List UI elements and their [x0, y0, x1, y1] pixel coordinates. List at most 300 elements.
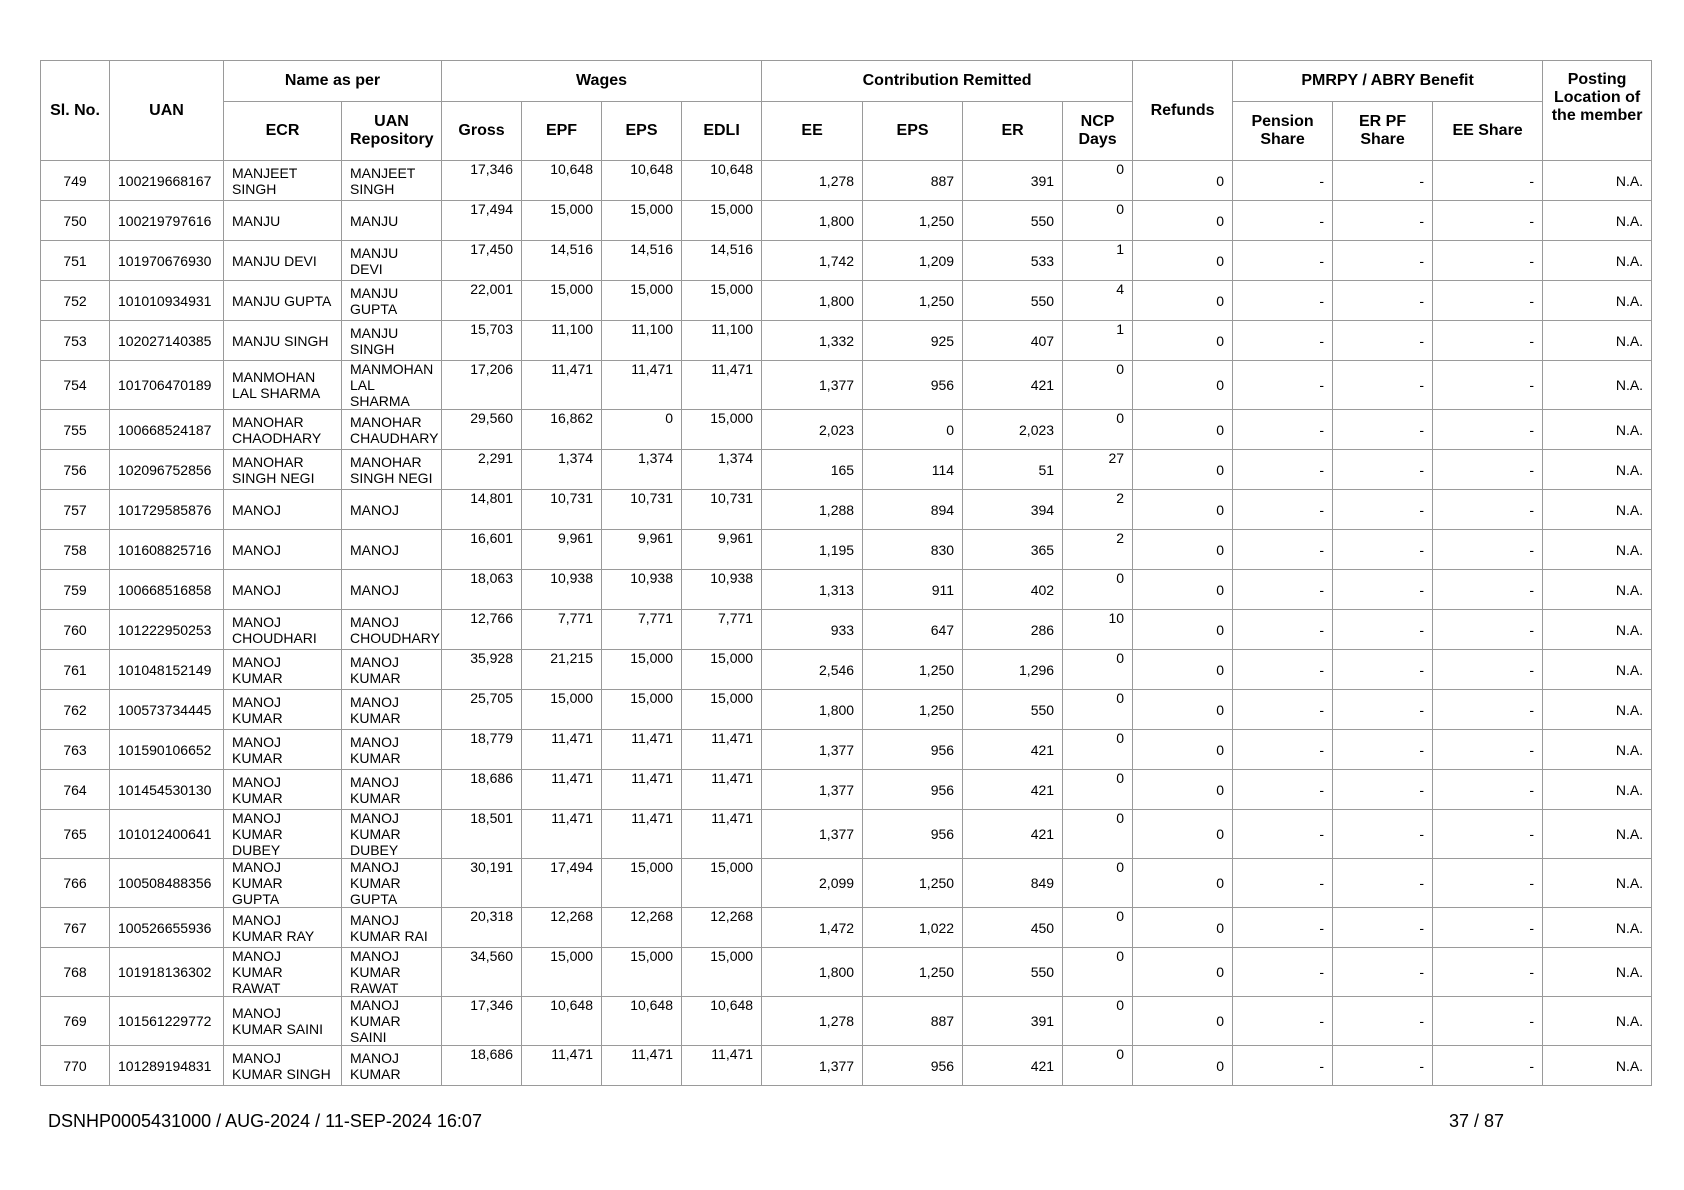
- cell-posting-location: N.A.: [1543, 410, 1652, 450]
- cell-ee: 1,377: [762, 361, 863, 410]
- cell-contribution-eps: 956: [863, 730, 963, 770]
- cell-ecr-name: MANOJ: [224, 530, 342, 570]
- cell-refunds: 0: [1133, 161, 1233, 201]
- table-row: [41, 997, 1652, 1046]
- cell-gross: 12,766: [442, 610, 522, 650]
- cell-gross: 18,501: [442, 810, 522, 859]
- header-pension-share: Pension Share: [1233, 102, 1333, 161]
- cell-eps: 15,000: [602, 690, 682, 730]
- cell-sl-no: 766: [41, 859, 110, 908]
- cell-ncp-days: 0: [1063, 361, 1133, 410]
- cell-er-pf-share: -: [1333, 730, 1433, 770]
- cell-er: 2,023: [963, 410, 1063, 450]
- cell-ee-share: -: [1433, 410, 1543, 450]
- cell-posting-location: N.A.: [1543, 161, 1652, 201]
- cell-uan-repository-name: MANOJ KUMAR: [342, 650, 442, 690]
- cell-pension-share: -: [1233, 610, 1333, 650]
- cell-contribution-eps: 956: [863, 1046, 963, 1086]
- cell-ee: 1,278: [762, 161, 863, 201]
- cell-gross: 17,450: [442, 241, 522, 281]
- table-row: [41, 241, 1652, 281]
- cell-ecr-name: MANOJ CHOUDHARI: [224, 610, 342, 650]
- cell-gross: 18,779: [442, 730, 522, 770]
- cell-pension-share: -: [1233, 690, 1333, 730]
- cell-epf: 11,471: [522, 1046, 602, 1086]
- cell-pension-share: -: [1233, 730, 1333, 770]
- cell-sl-no: 760: [41, 610, 110, 650]
- cell-ecr-name: MANJU GUPTA: [224, 281, 342, 321]
- cell-ncp-days: 0: [1063, 730, 1133, 770]
- cell-er-pf-share: -: [1333, 1046, 1433, 1086]
- cell-sl-no: 759: [41, 570, 110, 610]
- cell-refunds: 0: [1133, 770, 1233, 810]
- cell-epf: 11,471: [522, 730, 602, 770]
- cell-contribution-eps: 1,250: [863, 948, 963, 997]
- table-row: [41, 690, 1652, 730]
- cell-ncp-days: 10: [1063, 610, 1133, 650]
- cell-pension-share: -: [1233, 570, 1333, 610]
- cell-er-pf-share: -: [1333, 908, 1433, 948]
- cell-ee-share: -: [1433, 730, 1543, 770]
- cell-uan: 101608825716: [110, 530, 224, 570]
- cell-er: 402: [963, 570, 1063, 610]
- cell-ee: 1,313: [762, 570, 863, 610]
- cell-ncp-days: 2: [1063, 490, 1133, 530]
- cell-sl-no: 755: [41, 410, 110, 450]
- cell-ncp-days: 0: [1063, 948, 1133, 997]
- cell-gross: 18,063: [442, 570, 522, 610]
- header-ee-share: EE Share: [1433, 102, 1543, 161]
- cell-gross: 17,494: [442, 201, 522, 241]
- cell-uan-repository-name: MANOJ KUMAR GUPTA: [342, 859, 442, 908]
- cell-gross: 35,928: [442, 650, 522, 690]
- cell-eps: 11,471: [602, 1046, 682, 1086]
- header-contribution-remitted: Contribution Remitted: [762, 61, 1133, 102]
- cell-uan: 101454530130: [110, 770, 224, 810]
- cell-posting-location: N.A.: [1543, 810, 1652, 859]
- cell-contribution-eps: 114: [863, 450, 963, 490]
- cell-epf: 15,000: [522, 948, 602, 997]
- cell-er: 407: [963, 321, 1063, 361]
- header-wages: Wages: [442, 61, 762, 102]
- cell-posting-location: N.A.: [1543, 281, 1652, 321]
- cell-pension-share: -: [1233, 450, 1333, 490]
- cell-er-pf-share: -: [1333, 490, 1433, 530]
- cell-edli: 15,000: [682, 281, 762, 321]
- cell-pension-share: -: [1233, 770, 1333, 810]
- table-row: [41, 810, 1652, 859]
- cell-uan: 101918136302: [110, 948, 224, 997]
- cell-uan-repository-name: MANJEET SINGH: [342, 161, 442, 201]
- table-row: [41, 490, 1652, 530]
- cell-ee-share: -: [1433, 450, 1543, 490]
- cell-sl-no: 752: [41, 281, 110, 321]
- cell-er-pf-share: -: [1333, 361, 1433, 410]
- header-er-pf-share: ER PF Share: [1333, 102, 1433, 161]
- cell-uan: 100668524187: [110, 410, 224, 450]
- cell-eps: 10,938: [602, 570, 682, 610]
- table-row: [41, 161, 1652, 201]
- header-contribution-eps: EPS: [863, 102, 963, 161]
- cell-ee: 1,278: [762, 997, 863, 1046]
- cell-pension-share: -: [1233, 650, 1333, 690]
- header-name-as-per: Name as per: [224, 61, 442, 102]
- cell-ncp-days: 4: [1063, 281, 1133, 321]
- cell-posting-location: N.A.: [1543, 997, 1652, 1046]
- cell-posting-location: N.A.: [1543, 450, 1652, 490]
- cell-er: 286: [963, 610, 1063, 650]
- cell-ecr-name: MANOJ KUMAR DUBEY: [224, 810, 342, 859]
- cell-refunds: 0: [1133, 948, 1233, 997]
- header-uan-repository: UAN Repository: [342, 102, 442, 161]
- cell-eps: 14,516: [602, 241, 682, 281]
- cell-posting-location: N.A.: [1543, 908, 1652, 948]
- cell-er: 391: [963, 161, 1063, 201]
- cell-sl-no: 769: [41, 997, 110, 1046]
- cell-edli: 11,471: [682, 810, 762, 859]
- cell-er: 550: [963, 201, 1063, 241]
- cell-sl-no: 753: [41, 321, 110, 361]
- cell-er-pf-share: -: [1333, 450, 1433, 490]
- table-row: [41, 770, 1652, 810]
- cell-ecr-name: MANOJ KUMAR RAY: [224, 908, 342, 948]
- cell-eps: 11,471: [602, 361, 682, 410]
- cell-refunds: 0: [1133, 410, 1233, 450]
- cell-gross: 2,291: [442, 450, 522, 490]
- cell-er: 365: [963, 530, 1063, 570]
- cell-epf: 1,374: [522, 450, 602, 490]
- cell-er: 550: [963, 281, 1063, 321]
- cell-sl-no: 763: [41, 730, 110, 770]
- cell-refunds: 0: [1133, 859, 1233, 908]
- cell-sl-no: 758: [41, 530, 110, 570]
- table-row: [41, 361, 1652, 410]
- cell-contribution-eps: 0: [863, 410, 963, 450]
- cell-ee-share: -: [1433, 321, 1543, 361]
- cell-ncp-days: 1: [1063, 321, 1133, 361]
- cell-ee-share: -: [1433, 859, 1543, 908]
- cell-ee-share: -: [1433, 161, 1543, 201]
- cell-ee-share: -: [1433, 241, 1543, 281]
- cell-er-pf-share: -: [1333, 610, 1433, 650]
- cell-contribution-eps: 1,022: [863, 908, 963, 948]
- cell-refunds: 0: [1133, 997, 1233, 1046]
- header-gross: Gross: [442, 102, 522, 161]
- cell-ecr-name: MANJU: [224, 201, 342, 241]
- cell-gross: 14,801: [442, 490, 522, 530]
- cell-sl-no: 757: [41, 490, 110, 530]
- cell-pension-share: -: [1233, 321, 1333, 361]
- header-eps: EPS: [602, 102, 682, 161]
- cell-eps: 15,000: [602, 201, 682, 241]
- cell-sl-no: 751: [41, 241, 110, 281]
- cell-ee: 1,377: [762, 810, 863, 859]
- cell-epf: 15,000: [522, 690, 602, 730]
- cell-uan: 102027140385: [110, 321, 224, 361]
- cell-pension-share: -: [1233, 161, 1333, 201]
- cell-contribution-eps: 1,250: [863, 201, 963, 241]
- cell-uan-repository-name: MANJU GUPTA: [342, 281, 442, 321]
- cell-ee: 1,800: [762, 201, 863, 241]
- cell-sl-no: 762: [41, 690, 110, 730]
- cell-uan-repository-name: MANOHAR SINGH NEGI: [342, 450, 442, 490]
- cell-refunds: 0: [1133, 241, 1233, 281]
- cell-posting-location: N.A.: [1543, 241, 1652, 281]
- header-ecr: ECR: [224, 102, 342, 161]
- cell-refunds: 0: [1133, 490, 1233, 530]
- cell-ecr-name: MANOJ KUMAR: [224, 650, 342, 690]
- cell-edli: 15,000: [682, 948, 762, 997]
- cell-gross: 15,703: [442, 321, 522, 361]
- header-refunds: Refunds: [1133, 61, 1233, 161]
- cell-er: 533: [963, 241, 1063, 281]
- cell-ee-share: -: [1433, 810, 1543, 859]
- cell-epf: 10,731: [522, 490, 602, 530]
- cell-posting-location: N.A.: [1543, 201, 1652, 241]
- cell-ncp-days: 0: [1063, 410, 1133, 450]
- cell-uan: 101561229772: [110, 997, 224, 1046]
- cell-posting-location: N.A.: [1543, 730, 1652, 770]
- cell-ee-share: -: [1433, 530, 1543, 570]
- cell-sl-no: 756: [41, 450, 110, 490]
- cell-posting-location: N.A.: [1543, 690, 1652, 730]
- cell-edli: 11,471: [682, 730, 762, 770]
- cell-edli: 9,961: [682, 530, 762, 570]
- cell-epf: 10,648: [522, 997, 602, 1046]
- cell-refunds: 0: [1133, 908, 1233, 948]
- cell-refunds: 0: [1133, 650, 1233, 690]
- cell-ee-share: -: [1433, 1046, 1543, 1086]
- cell-uan: 102096752856: [110, 450, 224, 490]
- cell-ecr-name: MANOHAR CHAODHARY: [224, 410, 342, 450]
- cell-er: 550: [963, 690, 1063, 730]
- cell-er: 391: [963, 997, 1063, 1046]
- cell-ncp-days: 2: [1063, 530, 1133, 570]
- cell-er-pf-share: -: [1333, 690, 1433, 730]
- header-ee: EE: [762, 102, 863, 161]
- cell-ee: 1,288: [762, 490, 863, 530]
- cell-edli: 10,938: [682, 570, 762, 610]
- table-row: [41, 1046, 1652, 1086]
- cell-edli: 15,000: [682, 410, 762, 450]
- cell-ncp-days: 0: [1063, 570, 1133, 610]
- cell-contribution-eps: 647: [863, 610, 963, 650]
- cell-ee: 165: [762, 450, 863, 490]
- cell-gross: 22,001: [442, 281, 522, 321]
- cell-refunds: 0: [1133, 1046, 1233, 1086]
- cell-eps: 11,471: [602, 770, 682, 810]
- cell-contribution-eps: 925: [863, 321, 963, 361]
- cell-ecr-name: MANOJ KUMAR: [224, 730, 342, 770]
- cell-sl-no: 764: [41, 770, 110, 810]
- cell-ecr-name: MANOJ: [224, 490, 342, 530]
- cell-uan: 101222950253: [110, 610, 224, 650]
- table-body: [41, 161, 1652, 1086]
- cell-ecr-name: MANOJ KUMAR SAINI: [224, 997, 342, 1046]
- cell-eps: 1,374: [602, 450, 682, 490]
- cell-uan: 101048152149: [110, 650, 224, 690]
- cell-ee-share: -: [1433, 490, 1543, 530]
- cell-refunds: 0: [1133, 530, 1233, 570]
- cell-er-pf-share: -: [1333, 770, 1433, 810]
- cell-sl-no: 770: [41, 1046, 110, 1086]
- cell-contribution-eps: 956: [863, 810, 963, 859]
- cell-er: 421: [963, 810, 1063, 859]
- cell-ncp-days: 0: [1063, 770, 1133, 810]
- cell-er: 450: [963, 908, 1063, 948]
- table-row: [41, 730, 1652, 770]
- cell-pension-share: -: [1233, 281, 1333, 321]
- cell-sl-no: 761: [41, 650, 110, 690]
- cell-uan-repository-name: MANOJ CHOUDHARY: [342, 610, 442, 650]
- cell-contribution-eps: 1,250: [863, 650, 963, 690]
- cell-er-pf-share: -: [1333, 161, 1433, 201]
- cell-er: 421: [963, 770, 1063, 810]
- cell-er-pf-share: -: [1333, 201, 1433, 241]
- cell-edli: 1,374: [682, 450, 762, 490]
- cell-sl-no: 750: [41, 201, 110, 241]
- cell-edli: 11,471: [682, 770, 762, 810]
- cell-er: 421: [963, 1046, 1063, 1086]
- cell-posting-location: N.A.: [1543, 770, 1652, 810]
- cell-uan: 100668516858: [110, 570, 224, 610]
- cell-pension-share: -: [1233, 361, 1333, 410]
- cell-ee: 2,023: [762, 410, 863, 450]
- cell-uan-repository-name: MANOHAR CHAUDHARY: [342, 410, 442, 450]
- cell-eps: 11,471: [602, 730, 682, 770]
- header-uan: UAN: [110, 61, 224, 161]
- table-row: [41, 570, 1652, 610]
- cell-gross: 25,705: [442, 690, 522, 730]
- cell-er: 421: [963, 361, 1063, 410]
- cell-ecr-name: MANJEET SINGH: [224, 161, 342, 201]
- cell-edli: 12,268: [682, 908, 762, 948]
- cell-eps: 9,961: [602, 530, 682, 570]
- cell-ee: 1,377: [762, 770, 863, 810]
- cell-gross: 20,318: [442, 908, 522, 948]
- cell-sl-no: 754: [41, 361, 110, 410]
- cell-posting-location: N.A.: [1543, 1046, 1652, 1086]
- cell-uan: 101729585876: [110, 490, 224, 530]
- cell-ee: 1,332: [762, 321, 863, 361]
- cell-pension-share: -: [1233, 490, 1333, 530]
- cell-uan: 100219797616: [110, 201, 224, 241]
- cell-ee: 2,099: [762, 859, 863, 908]
- cell-ncp-days: 0: [1063, 201, 1133, 241]
- cell-edli: 10,648: [682, 997, 762, 1046]
- cell-uan: 101010934931: [110, 281, 224, 321]
- cell-ee: 1,377: [762, 730, 863, 770]
- cell-ncp-days: 0: [1063, 690, 1133, 730]
- cell-gross: 16,601: [442, 530, 522, 570]
- header-ncp-days: NCP Days: [1063, 102, 1133, 161]
- cell-sl-no: 765: [41, 810, 110, 859]
- cell-uan-repository-name: MANOJ KUMAR: [342, 770, 442, 810]
- cell-edli: 15,000: [682, 690, 762, 730]
- cell-gross: 17,346: [442, 997, 522, 1046]
- table-row: [41, 908, 1652, 948]
- cell-posting-location: N.A.: [1543, 859, 1652, 908]
- cell-sl-no: 768: [41, 948, 110, 997]
- cell-edli: 11,471: [682, 1046, 762, 1086]
- cell-gross: 30,191: [442, 859, 522, 908]
- cell-posting-location: N.A.: [1543, 361, 1652, 410]
- cell-edli: 15,000: [682, 650, 762, 690]
- cell-ecr-name: MANOJ KUMAR: [224, 690, 342, 730]
- cell-contribution-eps: 887: [863, 161, 963, 201]
- cell-uan: 100526655936: [110, 908, 224, 948]
- cell-gross: 17,206: [442, 361, 522, 410]
- cell-pension-share: -: [1233, 859, 1333, 908]
- cell-epf: 21,215: [522, 650, 602, 690]
- cell-uan: 101706470189: [110, 361, 224, 410]
- cell-ee: 1,800: [762, 690, 863, 730]
- cell-ecr-name: MANJU DEVI: [224, 241, 342, 281]
- cell-uan-repository-name: MANOJ KUMAR: [342, 690, 442, 730]
- cell-epf: 17,494: [522, 859, 602, 908]
- cell-ee-share: -: [1433, 948, 1543, 997]
- table-row: [41, 321, 1652, 361]
- cell-er: 550: [963, 948, 1063, 997]
- cell-epf: 16,862: [522, 410, 602, 450]
- cell-pension-share: -: [1233, 530, 1333, 570]
- cell-ee: 1,800: [762, 948, 863, 997]
- cell-pension-share: -: [1233, 201, 1333, 241]
- cell-pension-share: -: [1233, 948, 1333, 997]
- cell-pension-share: -: [1233, 997, 1333, 1046]
- cell-edli: 14,516: [682, 241, 762, 281]
- cell-eps: 11,471: [602, 810, 682, 859]
- cell-uan-repository-name: MANJU: [342, 201, 442, 241]
- cell-ecr-name: MANOJ KUMAR RAWAT: [224, 948, 342, 997]
- table-row: [41, 530, 1652, 570]
- cell-eps: 15,000: [602, 859, 682, 908]
- cell-gross: 18,686: [442, 770, 522, 810]
- cell-contribution-eps: 956: [863, 361, 963, 410]
- cell-uan: 101970676930: [110, 241, 224, 281]
- cell-posting-location: N.A.: [1543, 610, 1652, 650]
- cell-posting-location: N.A.: [1543, 570, 1652, 610]
- cell-uan: 100508488356: [110, 859, 224, 908]
- cell-refunds: 0: [1133, 690, 1233, 730]
- document-reference: DSNHP0005431000 / AUG-2024 / 11-SEP-2024 16:07: [48, 1111, 482, 1131]
- cell-posting-location: N.A.: [1543, 321, 1652, 361]
- cell-uan-repository-name: MANMOHAN LAL SHARMA: [342, 361, 442, 410]
- table-row: [41, 610, 1652, 650]
- cell-posting-location: N.A.: [1543, 530, 1652, 570]
- cell-er: 394: [963, 490, 1063, 530]
- cell-ee-share: -: [1433, 201, 1543, 241]
- cell-er-pf-share: -: [1333, 410, 1433, 450]
- cell-er: 1,296: [963, 650, 1063, 690]
- table-row: [41, 281, 1652, 321]
- cell-refunds: 0: [1133, 281, 1233, 321]
- cell-eps: 12,268: [602, 908, 682, 948]
- cell-ecr-name: MANOHAR SINGH NEGI: [224, 450, 342, 490]
- cell-ee: 2,546: [762, 650, 863, 690]
- cell-ee-share: -: [1433, 570, 1543, 610]
- cell-ncp-days: 0: [1063, 650, 1133, 690]
- cell-epf: 10,938: [522, 570, 602, 610]
- cell-uan: 100573734445: [110, 690, 224, 730]
- cell-epf: 12,268: [522, 908, 602, 948]
- cell-uan-repository-name: MANJU SINGH: [342, 321, 442, 361]
- cell-ecr-name: MANOJ: [224, 570, 342, 610]
- cell-epf: 14,516: [522, 241, 602, 281]
- cell-er-pf-share: -: [1333, 281, 1433, 321]
- table-row: [41, 859, 1652, 908]
- cell-posting-location: N.A.: [1543, 650, 1652, 690]
